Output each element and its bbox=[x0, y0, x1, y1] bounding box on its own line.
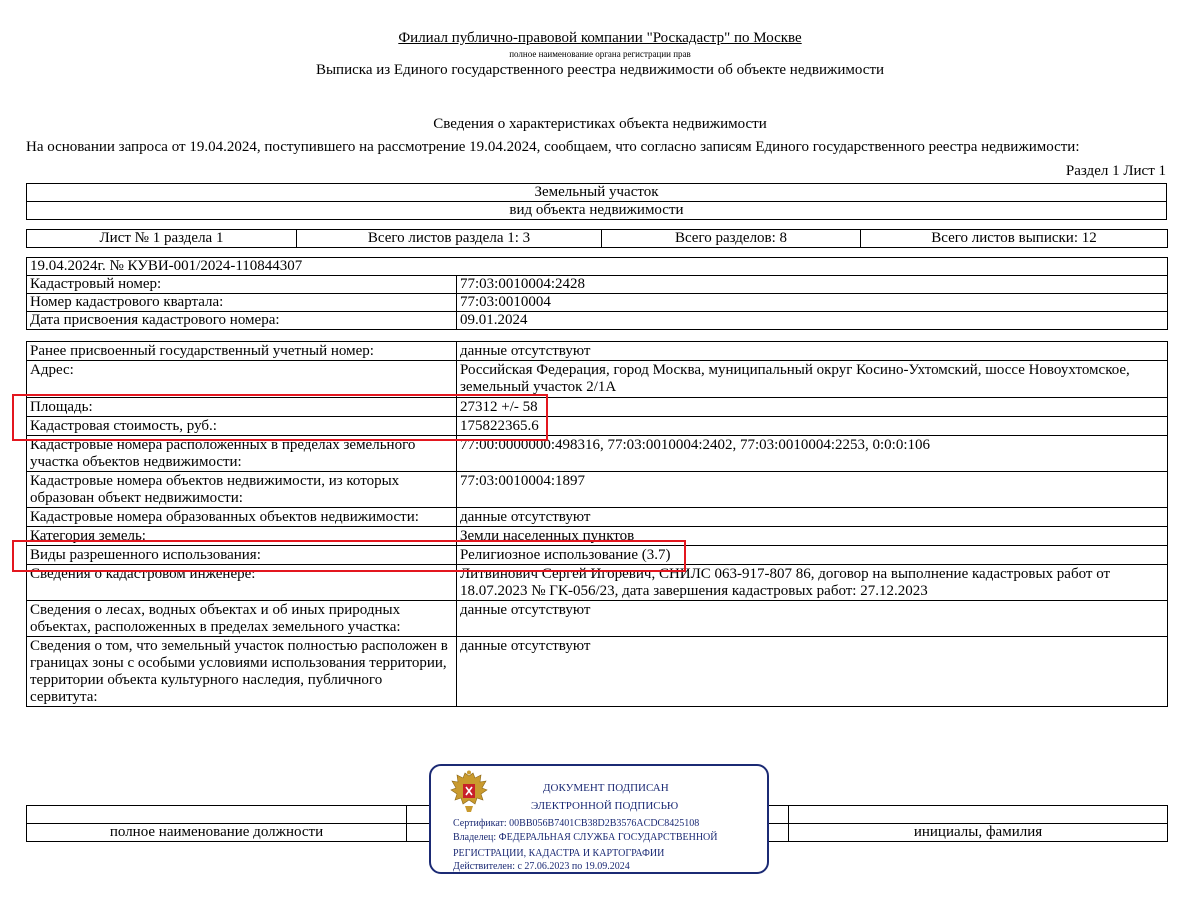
document-title: Выписка из Единого государственного реестра недвижимости об объекте недвижимости bbox=[315, 62, 885, 78]
field-label: Адрес: bbox=[27, 361, 457, 398]
table-row bbox=[27, 294, 1168, 312]
intro-text: На основании запроса от 19.04.2024, поступившего на рассмотрение 19.04.2024, сообщаем, что согласно записям Единого государственного реестра недвижимости: bbox=[26, 139, 1080, 155]
field-value: 27312 +/- 58 bbox=[457, 398, 1168, 417]
field-value: данные отсутствуют bbox=[457, 508, 1168, 527]
highlight-area-value bbox=[12, 394, 548, 441]
sheets-table bbox=[26, 229, 1168, 248]
field-label: Кадастровые номера расположенных в пределах земельного участка объектов недвижимости: bbox=[27, 436, 457, 472]
field-value: 175822365.6 bbox=[457, 417, 1168, 436]
field-label: Дата присвоения кадастрового номера: bbox=[27, 312, 457, 330]
record-id: 19.04.2024г. № КУВИ-001/2024-110844307 bbox=[27, 258, 1168, 276]
field-label: Категория земель: bbox=[27, 527, 457, 546]
field-value: 09.01.2024 bbox=[457, 312, 1168, 330]
field-label: Сведения о лесах, водных объектах и об иных природных объектах, расположенных в пределах земельного участка: bbox=[27, 601, 457, 637]
position-caption: полное наименование должности bbox=[27, 824, 407, 842]
stamp-owner: Владелец: ФЕДЕРАЛЬНАЯ СЛУЖБА ГОСУДАРСТВЕННОЙ bbox=[453, 832, 718, 843]
field-value: Российская Федерация, город Москва, муниципальный округ Косино-Ухтомский, шоссе Новоухтомское, земельный участок 2/1А bbox=[457, 361, 1168, 398]
field-value: данные отсутствуют bbox=[457, 601, 1168, 637]
field-label: Ранее присвоенный государственный учетный номер: bbox=[27, 342, 457, 361]
table-row bbox=[27, 601, 1168, 637]
field-label: Кадастровый номер: bbox=[27, 276, 457, 294]
table-row bbox=[27, 342, 1168, 361]
signature-position-blank bbox=[27, 806, 407, 824]
electronic-signature-stamp bbox=[429, 764, 769, 874]
object-kind-caption: вид объекта недвижимости bbox=[27, 202, 1167, 220]
field-value: Литвинович Сергей Игоревич, СНИЛС 063-917-807 86, договор на выполнение кадастровых работ от 18.07.2023 № ГК-056/23, дата завершения кадастровых работ: 27.12.2023 bbox=[457, 565, 1168, 601]
table-row bbox=[27, 361, 1168, 398]
organization-name: Филиал публично-правовой компании "Роскадастр" по Москве bbox=[398, 30, 802, 46]
field-label: Виды разрешенного использования: bbox=[27, 546, 457, 565]
identifiers-table bbox=[26, 257, 1168, 330]
field-value: 77:03:0010004 bbox=[457, 294, 1168, 312]
stamp-line-1: ДОКУМЕНТ ПОДПИСАН bbox=[543, 782, 669, 794]
sheet-number: Лист № 1 раздела 1 bbox=[27, 230, 297, 248]
signature-name-blank bbox=[789, 806, 1168, 824]
table-row bbox=[27, 508, 1168, 527]
table-row bbox=[27, 312, 1168, 330]
table-row bbox=[27, 637, 1168, 707]
highlight-permitted-use bbox=[12, 540, 686, 572]
field-value: 77:00:0000000:498316, 77:03:0010004:2402, 77:03:0010004:2253, 0:0:0:106 bbox=[457, 436, 1168, 472]
name-caption: инициалы, фамилия bbox=[789, 824, 1168, 842]
field-label: Сведения о том, что земельный участок полностью расположен в границах зоны с особыми условиями использования территории, территории объекта культурного наследия, публичного сервитута: bbox=[27, 637, 457, 707]
field-label: Кадастровые номера образованных объектов недвижимости: bbox=[27, 508, 457, 527]
field-value: Земли населенных пунктов bbox=[457, 527, 1168, 546]
section-title: Сведения о характеристиках объекта недвижимости bbox=[433, 116, 767, 132]
field-label: Номер кадастрового квартала: bbox=[27, 294, 457, 312]
field-value: 77:03:0010004:1897 bbox=[457, 472, 1168, 508]
object-kind-table bbox=[26, 183, 1167, 220]
stamp-line-2: ЭЛЕКТРОННОЙ ПОДПИСЬЮ bbox=[531, 800, 679, 812]
field-value: данные отсутствуют bbox=[457, 637, 1168, 707]
field-value: 77:03:0010004:2428 bbox=[457, 276, 1168, 294]
total-extract-sheets: Всего листов выписки: 12 bbox=[861, 230, 1168, 248]
table-row bbox=[27, 276, 1168, 294]
field-label: Сведения о кадастровом инженере: bbox=[27, 565, 457, 601]
field-label: Кадастровая стоимость, руб.: bbox=[27, 417, 457, 436]
organization-caption: полное наименование органа регистрации прав bbox=[509, 49, 691, 59]
table-row bbox=[27, 472, 1168, 508]
section-reference: Раздел 1 Лист 1 bbox=[1065, 163, 1166, 179]
object-kind-value: Земельный участок bbox=[27, 184, 1167, 202]
total-sections: Всего разделов: 8 bbox=[602, 230, 861, 248]
field-label: Кадастровые номера объектов недвижимости, из которых образован объект недвижимости: bbox=[27, 472, 457, 508]
stamp-validity: Действителен: с 27.06.2023 по 19.09.2024 bbox=[453, 861, 630, 872]
field-value: Религиозное использование (3.7) bbox=[457, 546, 1168, 565]
total-section-sheets: Всего листов раздела 1: 3 bbox=[297, 230, 602, 248]
stamp-certificate: Сертификат: 00BB056B7401CB38D2B3576ACDC8425108 bbox=[453, 818, 700, 829]
double-headed-eagle-emblem-icon bbox=[449, 770, 489, 814]
stamp-owner-cont: РЕГИСТРАЦИИ, КАДАСТРА И КАРТОГРАФИИ bbox=[453, 848, 665, 859]
field-label: Площадь: bbox=[27, 398, 457, 417]
field-value: данные отсутствуют bbox=[457, 342, 1168, 361]
